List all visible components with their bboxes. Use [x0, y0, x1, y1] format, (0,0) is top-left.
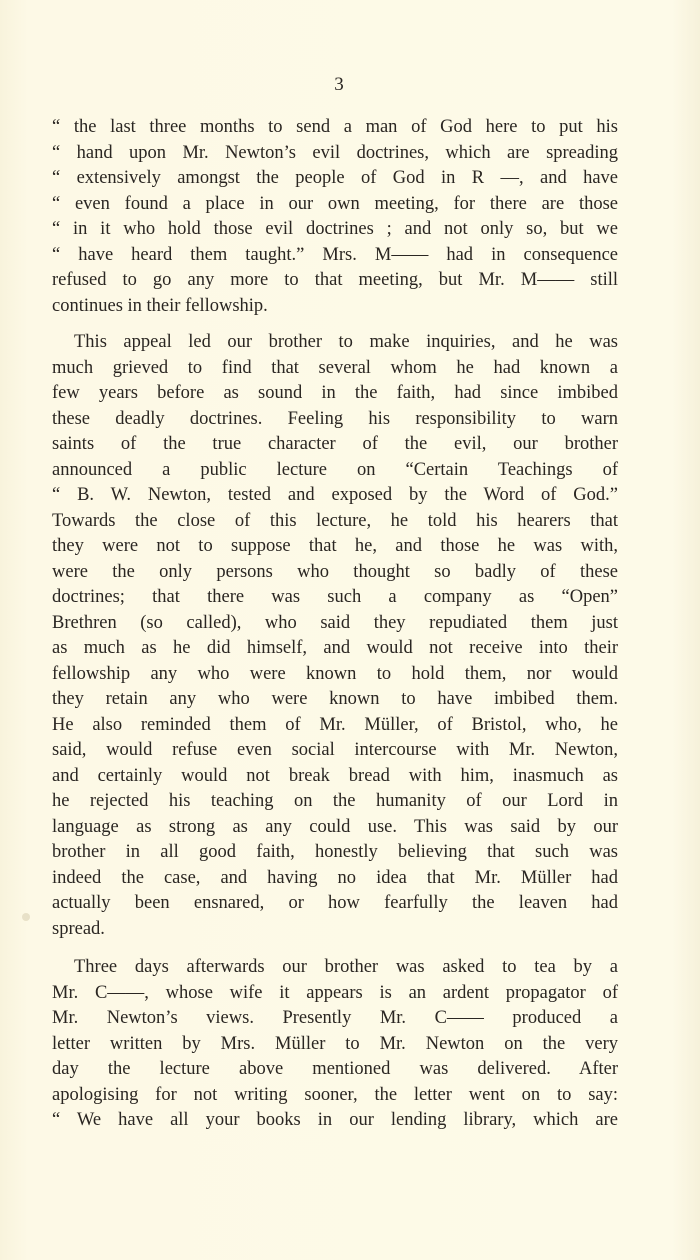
text-line: actually been ensnared, or how fearfully the leaven had	[52, 893, 618, 913]
text-line: were the only persons who thought so badly of these	[52, 561, 618, 582]
text-line: This appeal led our brother to make inquiries, and he was	[74, 332, 618, 352]
paragraph-2	[52, 330, 618, 942]
text-line: “ B. W. Newton, tested and exposed by the Word of God.”	[52, 485, 618, 505]
text-line: much grieved to find that several whom he had known a	[52, 357, 618, 378]
scan-speck	[22, 913, 30, 921]
paragraph-3	[52, 955, 618, 1134]
text-line: “ We have all your books in our lending library, which are	[52, 1110, 618, 1130]
page-number: 3	[334, 74, 344, 95]
paragraph-1	[52, 115, 618, 319]
text-line: “ hand upon Mr. Newton’s evil doctrines, which are spreading	[52, 142, 618, 163]
text-line: letter written by Mrs. Müller to Mr. Newton on the very	[52, 1033, 618, 1054]
text-line: as much as he did himself, and would not receive into their	[52, 638, 618, 658]
text-line: they retain any who were known to have imbibed them.	[52, 689, 618, 709]
text-line: He also reminded them of Mr. Müller, of Bristol, who, he	[52, 714, 618, 735]
text-line: language as strong as any could use. This was said by our	[52, 816, 618, 837]
text-line: continues in their fellowship.	[52, 295, 268, 316]
text-line: Three days afterwards our brother was asked to tea by a	[74, 957, 618, 977]
text-line: he rejected his teaching on the humanity of our Lord in	[52, 791, 618, 811]
text-line: they were not to suppose that he, and those he was with,	[52, 536, 618, 556]
text-line: these deadly doctrines. Feeling his responsibility to warn	[52, 408, 618, 429]
text-line: Brethren (so called), who said they repudiated them just	[52, 612, 618, 633]
text-line: day the lecture above mentioned was delivered. After	[52, 1059, 618, 1079]
text-line: doctrines; that there was such a company as “Open”	[52, 587, 618, 607]
text-line: refused to go any more to that meeting, but Mr. M—— still	[52, 270, 618, 290]
text-line: fellowship any who were known to hold them, nor would	[52, 663, 618, 684]
text-line: Mr. C——, whose wife it appears is an ardent propagator of	[52, 982, 618, 1003]
text-line: “ have heard them taught.” Mrs. M—— had in consequence	[52, 244, 618, 265]
text-line: few years before as sound in the faith, had since imbibed	[52, 383, 618, 403]
text-line: “ in it who hold those evil doctrines ; and not only so, but we	[52, 219, 618, 239]
text-line: announced a public lecture on “Certain Teachings of	[52, 459, 618, 480]
text-line: Mr. Newton’s views. Presently Mr. C—— produced a	[52, 1008, 618, 1028]
text-line: apologising for not writing sooner, the letter went on to say:	[52, 1084, 618, 1105]
text-line: “ extensively amongst the people of God in R ––, and have	[52, 168, 618, 188]
text-line: said, would refuse even social intercourse with Mr. Newton,	[52, 740, 618, 760]
text-line: saints of the true character of the evil, our brother	[52, 434, 618, 454]
text-line: spread.	[52, 918, 105, 939]
text-line: indeed the case, and having no idea that Mr. Müller had	[52, 867, 618, 888]
text-line: “ the last three months to send a man of God here to put his	[52, 117, 618, 137]
text-line: Towards the close of this lecture, he told his hearers that	[52, 510, 618, 531]
text-line: “ even found a place in our own meeting, for there are those	[52, 193, 618, 214]
text-line: and certainly would not break bread with him, inasmuch as	[52, 765, 618, 786]
text-line: brother in all good faith, honestly believing that such was	[52, 842, 618, 862]
